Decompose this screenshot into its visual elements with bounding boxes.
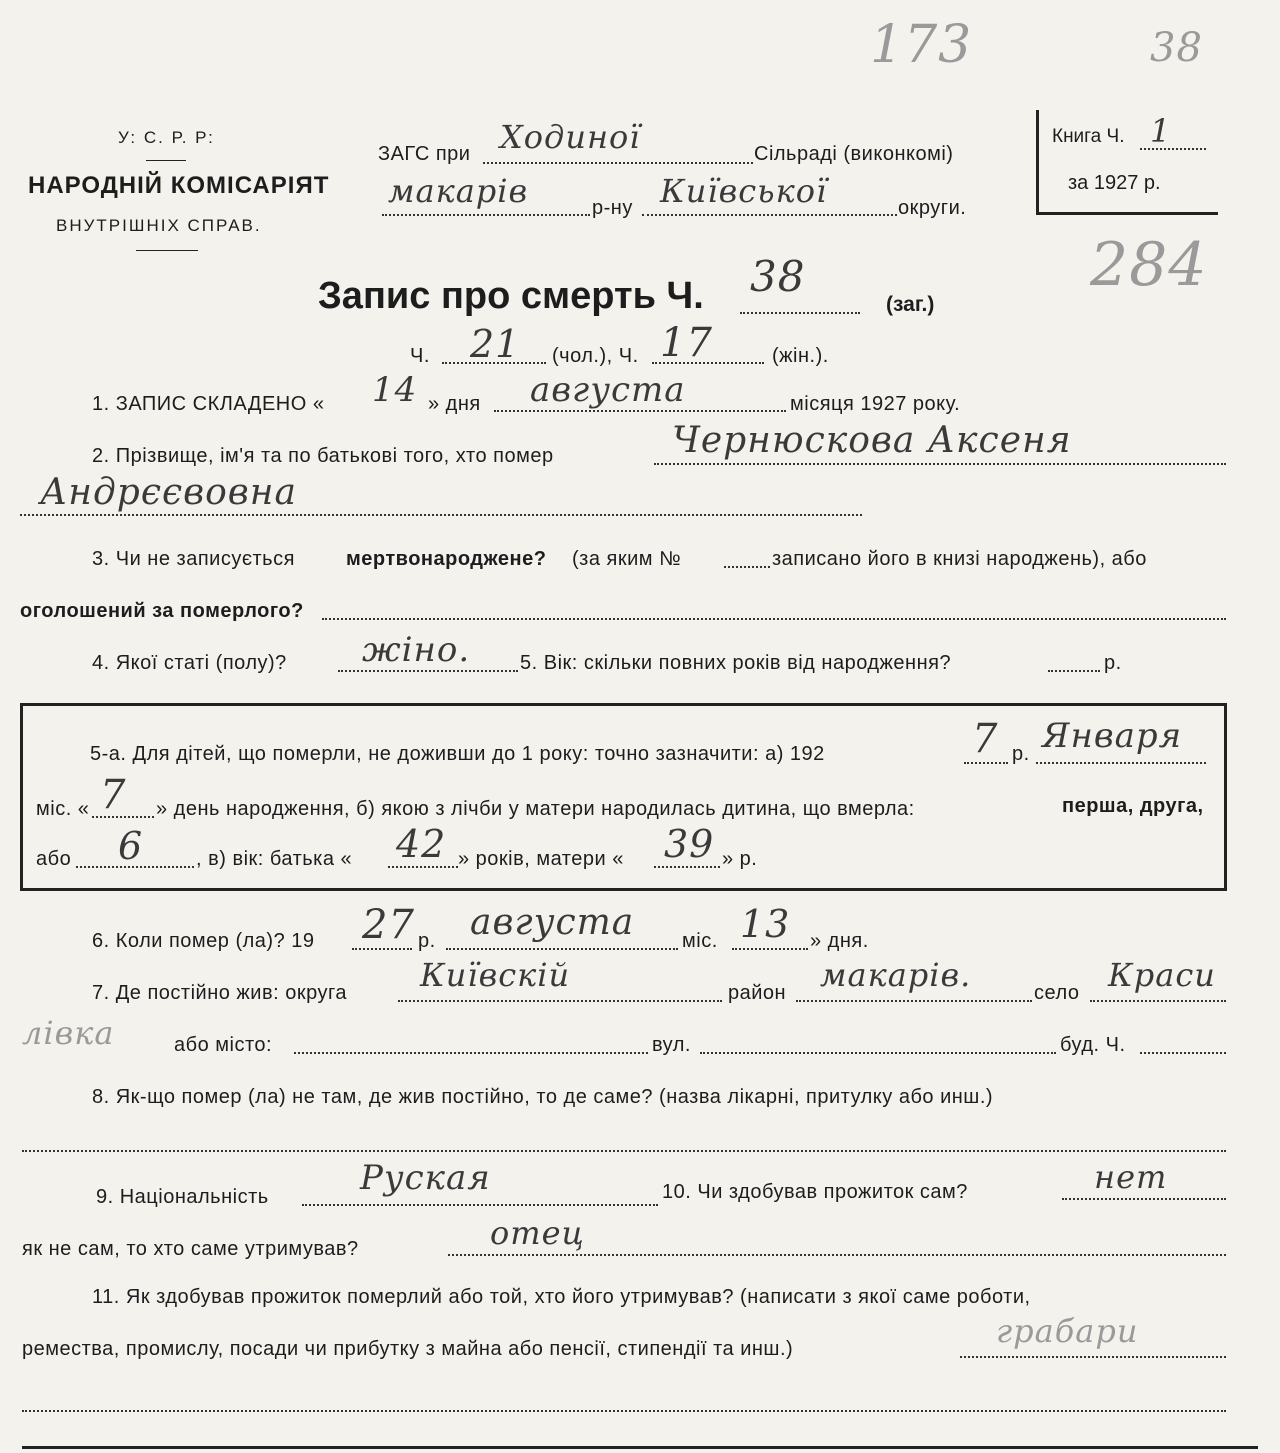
subtitle-ch: Ч. — [410, 345, 430, 367]
field-1-suffix: місяця 1927 року. — [790, 393, 961, 415]
archive-side-number: 284 — [1090, 230, 1208, 300]
book-number: 1 — [1150, 112, 1172, 150]
zags-village-value: Ходиної — [500, 118, 641, 156]
field-7-misto-line — [294, 1052, 648, 1054]
field-7-label: 7. Де постійно жив: округа — [92, 982, 347, 1004]
subtitle-female-number: 17 — [660, 320, 713, 366]
zags-prefix: ЗАГС при — [378, 143, 471, 165]
field-2-value-cont: Андрєєвовна — [40, 472, 297, 513]
field-3-stillborn: мертвонароджене? — [346, 548, 547, 570]
field-5-suffix: р. — [1104, 652, 1122, 674]
field-3-label-d: оголошений за померлого? — [20, 600, 304, 622]
field-1-day: 14 — [372, 370, 418, 410]
header-state: У: С. Р. Р: — [118, 128, 215, 147]
field-7-okrug: Київскій — [420, 956, 571, 994]
field-10-line-2 — [448, 1254, 1226, 1256]
field-7-street-label: вул. — [652, 1034, 691, 1056]
field-5a-mother-age: 39 — [664, 822, 715, 866]
field-11-line — [960, 1356, 1226, 1358]
field-3-label-a: 3. Чи не записується — [92, 548, 295, 570]
field-5a-abo: або — [36, 848, 72, 870]
field-7-building-line — [1140, 1052, 1226, 1054]
field-5a-order-options: перша, друга, — [1062, 795, 1204, 817]
field-5a-line2: » день народження, б) якою з лічби у матери народилась дитина, що вмерла: — [156, 798, 915, 820]
field-11-line-2 — [22, 1410, 1226, 1412]
field-6-month-line — [446, 948, 678, 950]
field-1-label: 1. ЗАПИС СКЛАДЕНО « — [92, 393, 325, 415]
archive-number-mark: 173 — [870, 15, 973, 75]
field-7-selo-label: село — [1034, 982, 1080, 1004]
field-3-number-line — [724, 566, 770, 568]
field-9-line — [302, 1204, 658, 1206]
field-9-value: Руская — [360, 1158, 491, 1198]
title-suffix: (заг.) — [886, 293, 935, 316]
subtitle-female-line — [652, 362, 764, 364]
field-5a-mis: міс. « — [36, 798, 90, 820]
field-3-line — [322, 618, 1226, 620]
field-5a-order-line — [76, 866, 194, 868]
subtitle-female-label: (жін.). — [772, 345, 829, 367]
field-5a-day: 7 — [100, 772, 127, 818]
field-10-label: 10. Чи здобував прожиток сам? — [662, 1181, 968, 1203]
field-4-line — [338, 670, 518, 672]
field-7-rayon-label: район — [728, 982, 787, 1004]
zags-district-line — [382, 214, 590, 216]
field-10-value-2: отец — [490, 1214, 585, 1252]
field-1-month-line — [494, 410, 786, 412]
field-5a-month: Января — [1042, 716, 1183, 756]
field-5a-father-line — [388, 866, 458, 868]
header-divider — [146, 160, 186, 161]
zags-okrug-value: Київської — [660, 172, 828, 210]
field-6-mis: міс. — [682, 930, 718, 952]
field-7-okrug-line — [398, 1000, 722, 1002]
field-6-r: р. — [418, 930, 436, 952]
field-5a-line1: 5-а. Для дітей, що померли, не доживши до 1 року: точно зазначити: а) 192 — [90, 743, 825, 765]
field-6-suffix: » дня. — [810, 930, 869, 952]
field-5a-order: 6 — [118, 824, 144, 868]
field-7-selo-line — [1090, 1000, 1226, 1002]
subtitle-male-line — [442, 362, 546, 364]
field-6-month: августа — [470, 902, 635, 943]
field-6-day: 13 — [740, 902, 791, 946]
book-label: Книга Ч. — [1052, 126, 1125, 147]
zags-council-label: Сільраді (виконкомі) — [754, 143, 954, 165]
field-10-line — [1062, 1198, 1226, 1200]
header-divider-2 — [136, 250, 198, 251]
field-5a-line3: , в) вік: батька « — [196, 848, 353, 870]
field-10-value: нет — [1094, 1158, 1168, 1196]
field-7-building-label: буд. Ч. — [1060, 1034, 1126, 1056]
field-11-label: 11. Як здобував прожиток померлий або той, хто його утримував? (написати з якої саме роботи, — [92, 1286, 1031, 1308]
title-number: 38 — [750, 252, 806, 301]
field-2-label: 2. Прізвище, ім'я та по батькові того, хто помер — [92, 445, 554, 467]
field-1-mid: » дня — [428, 393, 481, 415]
field-2-value: Чернюскова Аксеня — [672, 420, 1072, 461]
title-number-line — [740, 312, 860, 314]
header-commissariat: НАРОДНІЙ КОМІСАРІЯТ — [28, 172, 330, 199]
zags-district-value: макарів — [388, 172, 529, 210]
field-3-label-c: записано його в книзі народжень), або — [772, 548, 1147, 570]
field-6-label: 6. Коли помер (ла)? 19 — [92, 930, 315, 952]
field-5a-day-line — [92, 816, 154, 818]
field-6-day-line — [732, 948, 808, 950]
field-9-label: 9. Національність — [96, 1186, 269, 1208]
field-7-rayon-value: макарів. — [820, 956, 972, 994]
field-11-label-2: ремества, промислу, посади чи прибутку з майна або пенсії, стипендії та инш.) — [22, 1338, 794, 1360]
field-6-year: 27 — [362, 902, 415, 948]
field-7-street-line — [700, 1052, 1056, 1054]
header-department: ВНУТРІШНІХ СПРАВ. — [56, 216, 262, 235]
field-4-value: жіно. — [362, 630, 471, 670]
field-5a-line3c: » р. — [722, 848, 758, 870]
field-8-label: 8. Як-що помер (ла) не там, де жив постійно, то де саме? (назва лікарні, притулку або инш.) — [92, 1086, 994, 1108]
zags-village-line — [483, 162, 753, 164]
field-2-line — [654, 463, 1226, 465]
field-10-label-2: як не сам, то хто саме утримував? — [22, 1238, 359, 1260]
field-2-line-2 — [20, 514, 862, 516]
archive-top-right-mark: 38 — [1150, 25, 1203, 71]
field-5a-year: 7 — [972, 716, 999, 762]
book-year: за 1927 р. — [1068, 172, 1161, 194]
field-5a-r: р. — [1012, 743, 1030, 765]
field-5a-year-line — [964, 762, 1008, 764]
field-5a-month-line — [1036, 762, 1206, 764]
book-number-line — [1140, 148, 1206, 150]
field-7-rayon-line — [796, 1000, 1032, 1002]
field-8-line — [22, 1150, 1226, 1152]
zags-okrug-label: округи. — [898, 197, 967, 219]
field-5a-line3b: » років, матери « — [458, 848, 624, 870]
zags-okrug-line — [642, 214, 897, 216]
field-7-selo-value: Краси — [1108, 956, 1216, 994]
field-4-label: 4. Якої статі (полу)? — [92, 652, 287, 674]
field-6-year-line — [352, 948, 412, 950]
subtitle-male-label: (чол.), Ч. — [552, 345, 639, 367]
field-1-month: августа — [530, 370, 686, 410]
field-5-label: 5. Вік: скільки повних років від народження? — [520, 652, 952, 674]
field-7-misto-label: або місто: — [174, 1034, 273, 1056]
page-title: Запис про смерть Ч. — [318, 275, 704, 317]
field-7-selo-value-cont: лівка — [22, 1014, 115, 1052]
subtitle-male-number: 21 — [470, 322, 521, 366]
field-5a-mother-line — [654, 866, 720, 868]
zags-district-label: р-ну — [592, 197, 633, 219]
field-11-value: грабари — [996, 1312, 1139, 1350]
field-5a-father-age: 42 — [396, 822, 447, 866]
bottom-rule — [22, 1446, 1258, 1449]
field-3-label-b: (за яким № — [572, 548, 682, 570]
field-5-line — [1048, 670, 1100, 672]
